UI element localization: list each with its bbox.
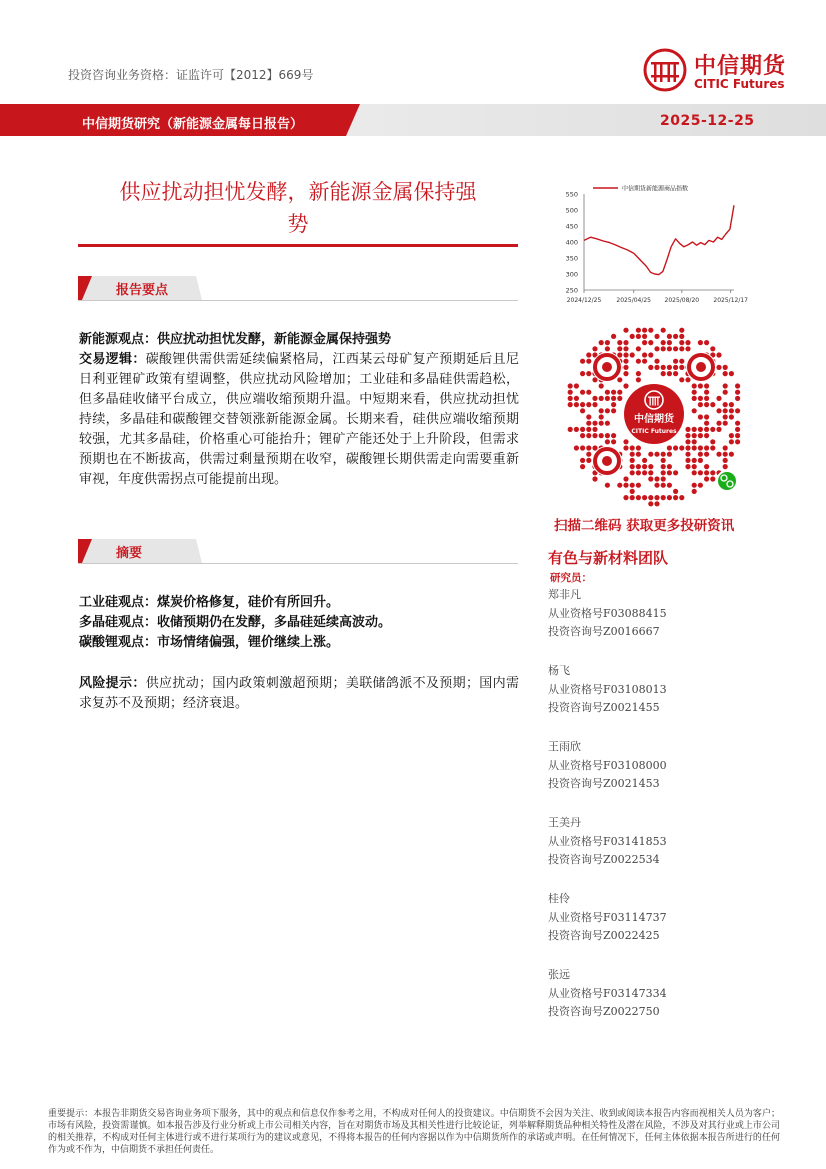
risk-warning <box>79 674 519 714</box>
team-name: 有色与新材料团队 <box>548 549 669 567</box>
key-points-view <box>79 330 519 350</box>
logic-text: 碳酸锂供需供需延续偏紧格局，江西某云母矿复产预期延后且尼日利亚锂矿政策有望调整，供应扰动风险增加；工业硅和多晶硅供需趋松，但多晶硅收储平台成立，供应端收缩预期升温。中短期来看，供应扰动担忧持续，多晶硅和碳酸锂交替领涨新能源金属。长期来看，硅供应端收缩预期较强，尤其多晶硅，价格重心可能抬升；锂矿产能还处于上升阶段，但需求预期也在不断拔高，供需过剩量预期在收窄，碳酸锂长期供需走向需要重新审视，年度供需拐点可能提前出现。 <box>79 352 519 487</box>
license-text: 投资咨询业务资格：证监许可【2012】669号 <box>68 68 314 82</box>
section-divider <box>78 563 518 564</box>
x-tick-label: 2025/04/25 <box>616 297 652 304</box>
analyst-invest-id: 投资咨询号Z0022534 <box>548 853 660 866</box>
disclaimer: 重要提示：本报告非期货交易咨询业务项下服务，其中的观点和信息仅作参考之用，不构成对任何人的投资建议。中信期货不会因为关注、收到或阅读本报告内容而视相关人员为客户；市场有风险，投资需谨慎。如本报告涉及行业分析或上市公司相关内容，旨在对期货市场及其相关性进行比较论证，列举解释期货品种相关特性及潜在风险，不涉及对其行业或上市公司的相关推荐，不构成对任何主体进行或不进行某项行为的建议或意见，不得将本报告的任何内容据以作为中信期货所作的承诺或声明。在任何情况下，任何主体依据本报告所进行的任何作为或不作为，中信期货不承担任何责任。 <box>48 1109 780 1155</box>
summary-list <box>79 593 519 653</box>
section-summary: 摘要 <box>116 546 143 561</box>
qr-center-cn: 中信期货 <box>634 414 674 425</box>
series-line <box>584 205 734 274</box>
summary-label: 碳酸锂观点： <box>79 635 158 650</box>
analyst-name: 王美丹 <box>548 816 581 829</box>
qr-code[interactable] <box>561 321 747 507</box>
summary-text: 市场情绪偏强，锂价继续上涨。 <box>157 635 340 650</box>
mini-program-icon <box>718 472 736 490</box>
summary-item-lithium <box>79 633 519 653</box>
analyst-qualification: 从业资格号F03141853 <box>548 834 667 848</box>
analyst-name: 王雨欣 <box>548 740 581 753</box>
risk-text: 供应扰动；国内政策刺激超预期；美联储鸽派不及预期；国内需求复苏不及预期；经济衰退。 <box>79 676 519 711</box>
analyst-card <box>548 738 667 794</box>
legend-label: 中信期货新能源商品指数 <box>622 185 689 193</box>
summary-text: 收储预期仍在发酵，多晶硅延续高波动。 <box>157 615 392 630</box>
analyst-invest-id: 投资咨询号Z0021453 <box>548 777 660 790</box>
analyst-invest-id: 投资咨询号Z0022750 <box>548 1005 660 1018</box>
summary-item-silicon <box>79 593 519 613</box>
analyst-card <box>548 890 667 946</box>
summary-item-polysilicon <box>79 613 519 633</box>
analyst-qualification: 从业资格号F03108013 <box>548 682 667 696</box>
y-tick-label: 250 <box>565 286 578 295</box>
x-tick-label: 2024/12/25 <box>566 297 602 304</box>
qr-caption: 扫描二维码 获取更多投研资讯 <box>554 518 735 534</box>
y-tick-label: 550 <box>565 190 578 199</box>
analyst-name: 桂伶 <box>548 892 570 905</box>
report-title-line2: 势 <box>287 212 309 236</box>
section-divider <box>78 300 518 301</box>
y-tick-label: 500 <box>565 206 578 215</box>
report-series-title: 中信期货研究（新能源金属每日报告） <box>82 117 304 132</box>
analyst-qualification: 从业资格号F03108000 <box>548 758 667 772</box>
section-key-points: 报告要点 <box>116 283 169 298</box>
analyst-card <box>548 814 667 870</box>
analyst-invest-id: 投资咨询号Z0022425 <box>548 929 660 942</box>
qr-center-en: CITIC Futures <box>631 428 677 435</box>
analyst-name: 张远 <box>548 968 570 981</box>
x-tick-label: 2025/08/20 <box>664 297 700 304</box>
report-title <box>78 176 518 240</box>
logo-english-name: CITIC Futures <box>694 77 785 91</box>
y-tick-label: 450 <box>565 222 578 231</box>
report-date: 2025-12-25 <box>660 113 755 129</box>
logic-label: 交易逻辑： <box>79 352 146 367</box>
logo-chinese-name: 中信期货 <box>694 54 787 79</box>
summary-label: 工业硅观点： <box>79 595 158 610</box>
analyst-card <box>548 966 667 1022</box>
y-tick-label: 400 <box>565 238 578 247</box>
analyst-name: 杨飞 <box>548 664 570 677</box>
risk-label: 风险提示： <box>79 676 146 691</box>
summary-text: 煤炭价格修复，硅价有所回升。 <box>157 595 340 610</box>
index-line-chart <box>548 180 758 310</box>
y-tick-label: 300 <box>565 270 578 279</box>
analyst-name: 郑非凡 <box>548 588 581 601</box>
citic-logo-icon <box>643 48 687 92</box>
analyst-card <box>548 662 667 718</box>
summary-label: 多晶硅观点： <box>79 615 158 630</box>
x-tick-label: 2025/12/17 <box>713 297 749 304</box>
analyst-card <box>548 586 667 642</box>
analyst-invest-id: 投资咨询号Z0016667 <box>548 625 660 638</box>
analyst-qualification: 从业资格号F03147334 <box>548 986 667 1000</box>
y-tick-label: 350 <box>565 254 578 263</box>
team-role-label: 研究员： <box>550 572 592 584</box>
report-title-line1: 供应扰动担忧发酵，新能源金属保持强 <box>119 180 477 204</box>
analyst-qualification: 从业资格号F03088415 <box>548 606 667 620</box>
analyst-invest-id: 投资咨询号Z0021455 <box>548 701 660 714</box>
key-points-logic <box>79 350 519 490</box>
view-text: 供应扰动担忧发酵，新能源金属保持强势 <box>157 332 392 347</box>
view-label: 新能源观点： <box>79 332 158 347</box>
analyst-qualification: 从业资格号F03114737 <box>548 910 667 924</box>
title-divider <box>78 244 518 247</box>
